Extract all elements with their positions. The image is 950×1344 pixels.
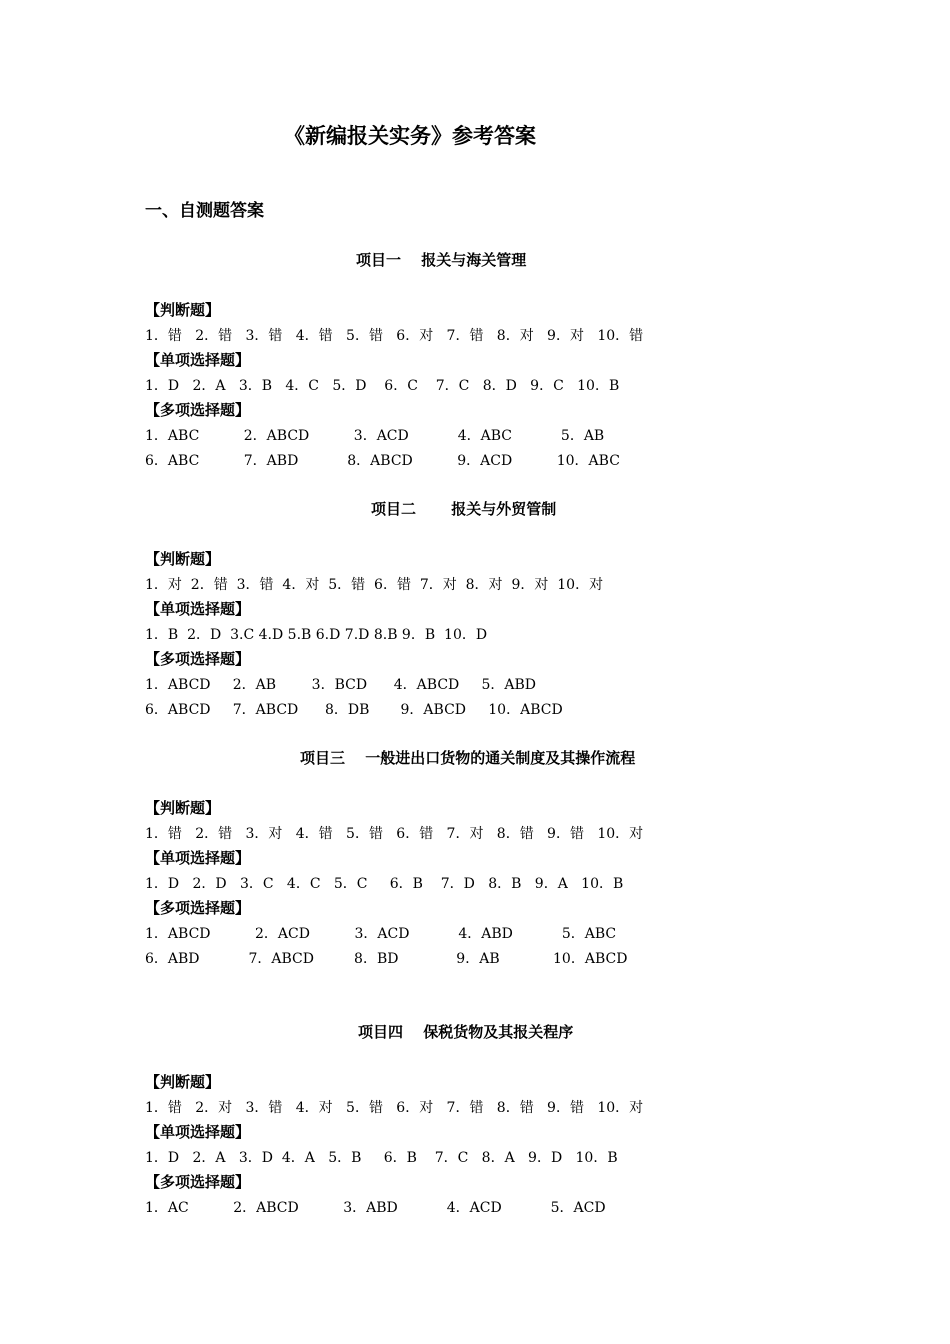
multi-choice-heading: 【多项选择题】 [145, 650, 251, 668]
single-choice-heading: 【单项选择题】 [145, 849, 251, 867]
judge-heading: 【判断题】 [145, 301, 221, 319]
single-choice-answers: 1．D 2．A 3．D 4．A 5．B 6．B 7．C 8．A 9．D 10．B [145, 1150, 618, 1166]
multi-choice-heading: 【多项选择题】 [145, 899, 251, 917]
judge-answers: 1．错 2．对 3．错 4．对 5．错 6．对 7．错 8．错 9．错 10．对 [145, 1100, 644, 1116]
judge-heading: 【判断题】 [145, 550, 221, 568]
multi-choice-heading: 【多项选择题】 [145, 1173, 251, 1191]
project-title: 项目一 报关与海关管理 [356, 251, 527, 269]
single-choice-answers: 1．B 2．D 3.C 4.D 5.B 6.D 7.D 8.B 9．B 10．D [145, 627, 488, 643]
multi-choice-heading: 【多项选择题】 [145, 401, 251, 419]
judge-heading: 【判断题】 [145, 799, 221, 817]
single-choice-answers: 1．D 2．A 3．B 4．C 5．D 6．C 7．C 8．D 9．C 10．B [145, 378, 620, 394]
judge-answers: 1．对 2．错 3．错 4．对 5．错 6．错 7．对 8．对 9．对 10．对 [145, 577, 604, 593]
multi-choice-answers: 1．ABCD 2．ACD 3．ACD 4．ABD 5．ABC [145, 926, 617, 942]
judge-answers: 1．错 2．错 3．错 4．错 5．错 6．对 7．错 8．对 9．对 10．错 [145, 328, 644, 344]
judge-heading: 【判断题】 [145, 1073, 221, 1091]
section-title: 一、自测题答案 [145, 201, 264, 221]
document-title: 《新编报关实务》参考答案 [284, 124, 536, 148]
multi-choice-answers: 1．ABCD 2．AB 3．BCD 4．ABCD 5．ABD [145, 677, 537, 693]
single-choice-heading: 【单项选择题】 [145, 1123, 251, 1141]
single-choice-heading: 【单项选择题】 [145, 351, 251, 369]
multi-choice-answers: 1．AC 2．ABCD 3．ABD 4．ACD 5．ACD [145, 1200, 606, 1216]
judge-answers: 1．错 2．错 3．对 4．错 5．错 6．错 7．对 8．错 9．错 10．对 [145, 826, 644, 842]
project-title: 项目四 保税货物及其报关程序 [358, 1023, 574, 1041]
single-choice-heading: 【单项选择题】 [145, 600, 251, 618]
multi-choice-answers: 6．ABC 7．ABD 8．ABCD 9．ACD 10．ABC [145, 453, 620, 469]
multi-choice-answers: 1．ABC 2．ABCD 3．ACD 4．ABC 5．AB [145, 428, 605, 444]
single-choice-answers: 1．D 2．D 3．C 4．C 5．C 6．B 7．D 8．B 9．A 10．B [145, 876, 624, 892]
multi-choice-answers: 6．ABCD 7．ABCD 8．DB 9．ABCD 10．ABCD [145, 702, 563, 718]
multi-choice-answers: 6．ABD 7．ABCD 8．BD 9．AB 10．ABCD [145, 951, 628, 967]
project-title: 项目三 一般进出口货物的通关制度及其操作流程 [300, 749, 636, 767]
project-title: 项目二 报关与外贸管制 [371, 500, 557, 518]
